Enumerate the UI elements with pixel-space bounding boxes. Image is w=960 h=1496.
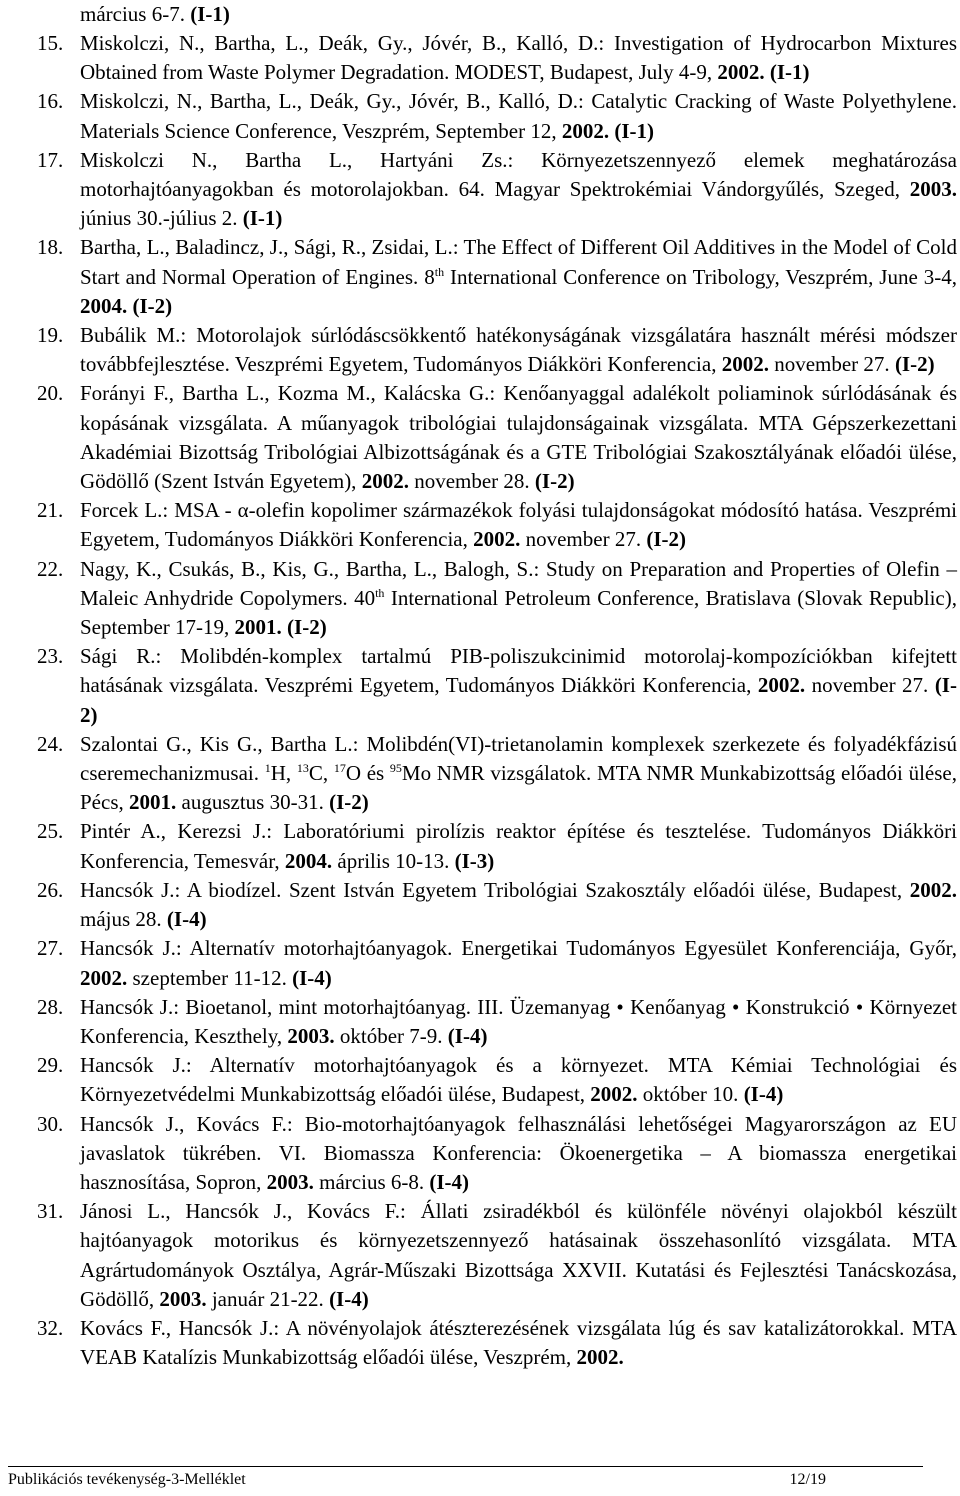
entry-text-run: Mo NMR vizsgálatok. MTA NMR Munkabizottság előadói ülése, Pécs, bbox=[80, 761, 957, 815]
classification-code: (I-1) bbox=[190, 2, 230, 26]
entry-text bbox=[80, 87, 957, 145]
reference-entry bbox=[37, 1197, 957, 1314]
classification-code: (I-1) bbox=[242, 206, 283, 231]
classification-code: (I-4) bbox=[329, 1286, 369, 1311]
reference-entry bbox=[37, 1110, 957, 1198]
entry-text bbox=[80, 1314, 957, 1372]
entry-number: 22. bbox=[37, 556, 64, 581]
entry-text bbox=[80, 1197, 957, 1314]
entry-text-run: november 28. bbox=[408, 469, 535, 494]
reference-entry bbox=[37, 1314, 957, 1372]
entry-text-run: november 27. bbox=[805, 673, 935, 698]
year: 2002. bbox=[361, 469, 409, 494]
year: 2002. bbox=[909, 877, 957, 902]
entry-number: 32. bbox=[37, 1315, 64, 1340]
year: 2002. bbox=[80, 965, 128, 990]
entry-text-run: H, bbox=[270, 761, 297, 786]
classification-code: (I-4) bbox=[447, 1023, 488, 1048]
reference-entry bbox=[37, 730, 957, 818]
reference-entry bbox=[37, 993, 957, 1051]
classification-code: (I-2) bbox=[329, 790, 369, 815]
entry-text-run: Bubálik M.: Motorolajok súrlódáscsökkentő hatékonyságának vizsgálatára használt mérési módszer továbbfejlesztése. Veszprémi Egyetem, Tudományos Diákköri Konferencia, bbox=[80, 323, 957, 377]
classification-code: (I-2) bbox=[894, 352, 935, 377]
classification-code: (I-4) bbox=[166, 907, 207, 932]
superscript: th bbox=[434, 264, 445, 279]
reference-entry bbox=[37, 817, 957, 875]
entry-text-run: Hancsók J., Kovács F.: Bio-motorhajtóanyagok felhasználási lehetőségei Magyarországon az EU javaslatok tükrében. VI. Biomassza Konferencia: Ökoenergetika – A biomassza energetikai hasznosítása, Sopron, bbox=[80, 1111, 957, 1194]
reference-entry bbox=[37, 1051, 957, 1109]
entry-text-run: május 28. bbox=[80, 907, 167, 932]
reference-entry bbox=[37, 379, 957, 496]
year: 2002. bbox=[561, 118, 610, 143]
entry-text-run: október 10. bbox=[637, 1082, 744, 1107]
classification-code: (I-1) bbox=[769, 60, 810, 85]
entry-text bbox=[80, 817, 957, 875]
entry-text-run: Pintér A., Kerezsi J.: Laboratóriumi pirolízis reaktor építése és tesztelése. Tudományos Diákköri Konferencia, Temesvár, bbox=[80, 819, 957, 873]
entry-text-run: Hancsók J.: A biodízel. Szent István Egyetem Tribológiai Szakosztály előadói ülése, Budapest, bbox=[80, 877, 910, 902]
footer-divider bbox=[8, 1466, 923, 1467]
entry-text bbox=[80, 730, 957, 818]
entry-text-run: Hancsók J.: Alternatív motorhajtóanyagok és a környezet. MTA Kémiai Technológiai és Környezetvédelmi Munkabizottság előadói ülése, Budapest, bbox=[80, 1053, 957, 1107]
classification-code: (I-2) bbox=[534, 469, 575, 494]
year: 2004. bbox=[80, 293, 128, 318]
entry-text-run: november 27. bbox=[768, 352, 895, 377]
classification-code: (I-2) bbox=[132, 293, 173, 318]
entry-text bbox=[80, 934, 957, 992]
entry-text-run: Miskolczi, N., Bartha, L., Deák, Gy., Jóvér, B., Kalló, D.: Catalytic Cracking of Waste Polyethylene. Materials Science Conference, Veszprém, September 12, bbox=[80, 89, 957, 143]
classification-code: (I-3) bbox=[454, 848, 495, 873]
entry-number: 27. bbox=[37, 936, 64, 961]
year: 2002. bbox=[721, 352, 769, 377]
entry-number: 24. bbox=[37, 731, 64, 756]
reference-entry bbox=[37, 496, 957, 554]
entry-number: 15. bbox=[37, 31, 64, 55]
entry-text-run: Szalontai G., Kis G., Bartha L.: Molibdén(VI)-trietanolamin komplexek szerkezete és folyadékfázisú cseremechanizmusai. bbox=[80, 731, 957, 786]
entry-text-run: O és bbox=[345, 761, 390, 786]
entry-number: 28. bbox=[37, 994, 64, 1019]
superscript: 95 bbox=[389, 761, 402, 776]
entry-text-run: Miskolczi N., Bartha L., Hartyáni Zs.: Környezetszennyező elemek meghatározása motorhajtóanyagokban és motorolajokban. 64. Magyar Spektrokémiai Vándorgyűlés, Szeged, bbox=[80, 147, 957, 202]
year: 2003. bbox=[159, 1286, 207, 1311]
superscript: 1 bbox=[264, 761, 271, 776]
classification-code: (I-2) bbox=[287, 615, 327, 640]
year: 2003. bbox=[266, 1169, 314, 1194]
superscript: th bbox=[375, 585, 385, 600]
reference-entry bbox=[37, 146, 957, 234]
year: 2001. bbox=[129, 790, 177, 815]
entry-text-run: International Petroleum Conference, Bratislava (Slovak Republic), September 17-19, bbox=[80, 585, 957, 640]
year: 2002. bbox=[473, 527, 521, 552]
reference-entry bbox=[37, 29, 957, 87]
entry-text-run: január 21-22. bbox=[206, 1286, 330, 1311]
entry-number: 20. bbox=[37, 381, 64, 406]
entry-number: 30. bbox=[37, 1111, 64, 1136]
year: 2004. bbox=[284, 848, 333, 873]
entry-text bbox=[80, 993, 957, 1051]
entry-text-run: Forányi F., Bartha L., Kozma M., Kalácska G.: Kenőanyaggal adalékolt poliaminok súrlódásának és kopásának vizsgálata. A műanyagok tribológiai tulajdonságainak vizsgálata. MTA Gépszerkezettani Akadémiai Bizottság Tribológiai Albizottságának és a GTE Tribológiai Szakosztályának előadói ülése, Gödöllő (Szent István Egyetem), bbox=[80, 381, 957, 494]
entry-text bbox=[80, 496, 957, 554]
entry-number: 19. bbox=[37, 323, 64, 348]
classification-code: (I-4) bbox=[429, 1169, 470, 1194]
entry-text-run: április 10-13. bbox=[332, 848, 455, 873]
year: 2001. bbox=[234, 615, 282, 640]
entry-text-run: Sági R.: Molibdén-komplex tartalmú PIB-poliszukcinimid motorolaj-kompozíciókban kifejtett hatásának vizsgálata. Veszprémi Egyetem, Tudományos Diákköri Konferencia, bbox=[80, 644, 957, 698]
entry-number: 29. bbox=[37, 1053, 64, 1078]
entry-text-run: International Conference on Tribology, Veszprém, June 3-4, bbox=[444, 264, 957, 289]
continuation-text: március 6-7. bbox=[80, 2, 185, 26]
entry-text-run: Bartha, L., Baladincz, J., Sági, R., Zsidai, L.: The Effect of Different Oil Additives in the Model of Cold Start and Normal Operation of Engines. 8 bbox=[80, 235, 957, 289]
entry-text-run: Miskolczi, N., Bartha, L., Deák, Gy., Jóvér, B., Kalló, D.: Investigation of Hydrocarbon Mixtures Obtained from Waste Polymer Degradation. MODEST, Budapest, July 4-9, bbox=[80, 31, 957, 85]
entry-text bbox=[80, 321, 957, 379]
year: 2002. bbox=[576, 1345, 624, 1370]
classification-code: (I-2) bbox=[646, 527, 686, 552]
entry-text-run: március 6-8. bbox=[313, 1169, 430, 1194]
entry-text bbox=[80, 876, 957, 934]
entry-text bbox=[80, 146, 957, 234]
entry-number: 31. bbox=[37, 1199, 64, 1224]
entry-text-run: szeptember 11-12. bbox=[127, 965, 293, 990]
reference-entry bbox=[37, 934, 957, 992]
classification-code: (I-4) bbox=[743, 1082, 784, 1107]
reference-entry bbox=[37, 87, 957, 145]
page-number: 12/19 bbox=[789, 1471, 826, 1488]
year: 2003. bbox=[287, 1023, 335, 1048]
entry-text-run: augusztus 30-31. bbox=[176, 790, 330, 815]
classification-code: (I-1) bbox=[614, 118, 655, 143]
entry-number: 21. bbox=[37, 498, 64, 523]
year: 2002. bbox=[757, 673, 806, 698]
year: 2002. bbox=[590, 1082, 638, 1107]
entry-text-run: C, bbox=[308, 761, 334, 786]
entry-number: 18. bbox=[37, 235, 64, 260]
continuation-line bbox=[80, 0, 230, 29]
footer-title: Publikációs tevékenység-3-Melléklet bbox=[8, 1471, 246, 1488]
entry-text-run: Hancsók J.: Bioetanol, mint motorhajtóanyag. III. Üzemanyag • Kenőanyag • Konstrukció • Környezet Konferencia, Keszthely, bbox=[80, 994, 957, 1048]
entry-text-run: október 7-9. bbox=[334, 1023, 448, 1048]
reference-entry bbox=[37, 876, 957, 934]
entry-text bbox=[80, 1051, 957, 1109]
classification-code: (I-2) bbox=[80, 673, 957, 727]
superscript: 13 bbox=[296, 761, 309, 776]
entry-text bbox=[80, 642, 957, 730]
entry-text-run: Nagy, K., Csukás, B., Kis, G., Bartha, L., Balogh, S.: Study on Preparation and Properties of Olefin – Maleic Anhydride Copolymers. 40 bbox=[80, 556, 957, 610]
reference-entry bbox=[37, 555, 957, 643]
publication-list bbox=[37, 29, 957, 1372]
entry-number: 26. bbox=[37, 877, 64, 902]
entry-number: 23. bbox=[37, 644, 64, 669]
reference-entry bbox=[37, 642, 957, 730]
superscript: 17 bbox=[333, 761, 346, 776]
entry-number: 17. bbox=[37, 147, 64, 172]
entry-text bbox=[80, 233, 957, 321]
entry-text-run: Hancsók J.: Alternatív motorhajtóanyagok. Energetikai Tudományos Egyesület Konferenciája, Győr, bbox=[80, 936, 957, 961]
entry-number: 25. bbox=[37, 819, 64, 844]
entry-text bbox=[80, 379, 957, 496]
year: 2002. bbox=[717, 60, 765, 85]
entry-text-run: június 30.-július 2. bbox=[80, 206, 243, 231]
classification-code: (I-4) bbox=[292, 965, 332, 990]
entry-text bbox=[80, 29, 957, 87]
reference-entry bbox=[37, 321, 957, 379]
entry-text-run: Jánosi L., Hancsók J., Kovács F.: Állati zsiradékból és különféle növényi olajokból készült hajtóanyagok motorikus és környezetszennyező hatásainak összehasonlító vizsgálata. MTA Agrártudományok Osztálya, Agrár-Műszaki Bizottsága XXVII. Kutatási és Fejlesztési Tanácskozása, Gödöllő, bbox=[80, 1199, 957, 1311]
entry-text-run: Forcek L.: MSA - α-olefin kopolimer származékok folyási tulajdonságokat módosító hatása. Veszprémi Egyetem, Tudományos Diákköri Konferencia, bbox=[80, 498, 957, 552]
entry-text-run: Kovács F., Hancsók J.: A növényolajok átészterezésének vizsgálata lúg és sav katalizátorokkal. MTA VEAB Katalízis Munkabizottság előadói ülése, Veszprém, bbox=[80, 1315, 957, 1370]
entry-text bbox=[80, 555, 957, 643]
entry-number: 16. bbox=[37, 89, 64, 114]
year: 2003. bbox=[909, 177, 957, 202]
entry-text-run: november 27. bbox=[520, 527, 647, 552]
entry-text bbox=[80, 1110, 957, 1198]
reference-entry bbox=[37, 233, 957, 321]
